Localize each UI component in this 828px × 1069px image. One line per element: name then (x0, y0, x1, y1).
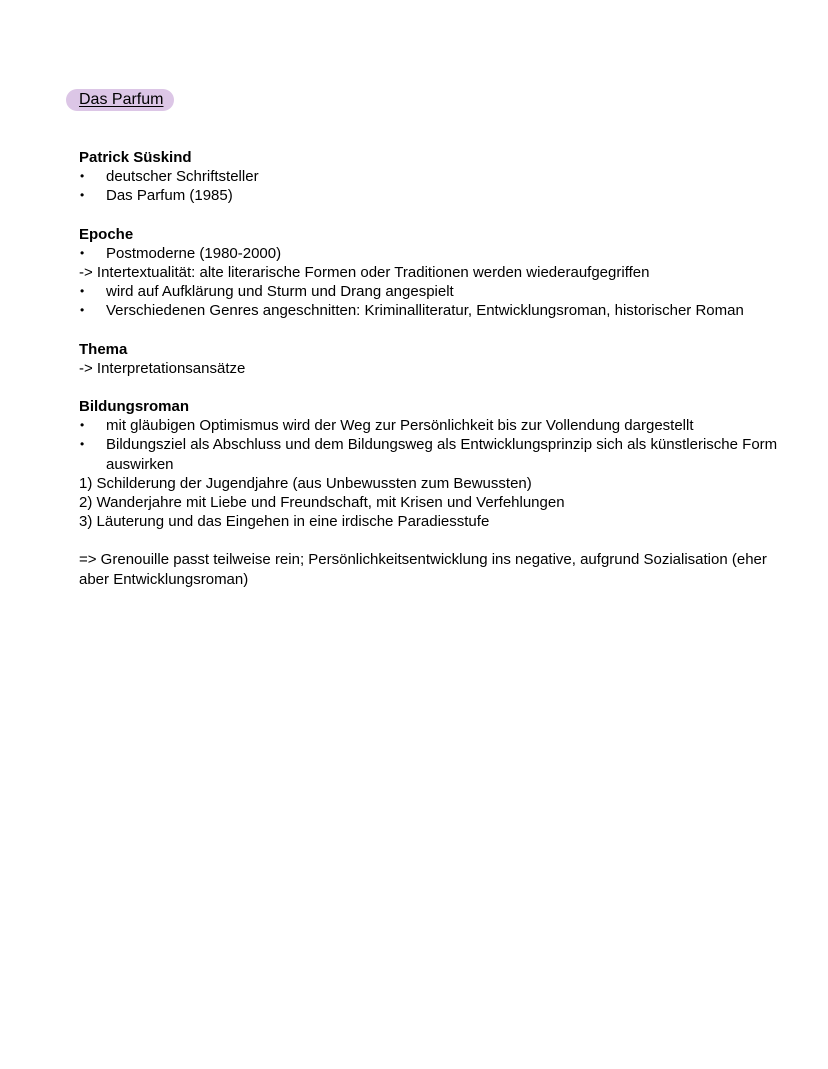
title-block (66, 89, 163, 111)
bildungsroman-step-2: 2) Wanderjahre mit Liebe und Freundschaft, mit Krisen und Verfehlungen (79, 493, 565, 511)
conclusion-text: => Grenouille passt teilweise rein; Persönlichkeitsentwicklung ins negative, aufgrund Sozialisation (eher aber Entwicklungsroman) (79, 551, 767, 588)
list-item: • wird auf Aufklärung und Sturm und Drang angespielt (79, 282, 779, 301)
section-conclusion (79, 550, 779, 588)
section-heading-author: Patrick Süskind (79, 149, 192, 166)
section-epoche (79, 225, 779, 321)
list-item: • Bildungsziel als Abschluss und dem Bildungsweg als Entwicklungsprinzip sich als künstlerische Form auswirken (79, 435, 779, 473)
thema-arrow-line: -> Interpretationsansätze (79, 359, 246, 377)
section-heading-thema: Thema (79, 340, 128, 358)
section-heading-epoche: Epoche (79, 225, 134, 243)
section-author (79, 148, 779, 206)
page-title: Das Parfum (79, 91, 164, 108)
bildungsroman-bullet-list (79, 416, 779, 474)
list-item: • mit gläubigen Optimismus wird der Weg zur Persönlichkeit bis zur Vollendung dargestellt (79, 416, 779, 435)
list-item: • Verschiedenen Genres angeschnitten: Kriminalliteratur, Entwicklungsroman, historischer Roman (79, 301, 779, 320)
section-bildungsroman (79, 397, 779, 531)
section-heading-bildungsroman: Bildungsroman (79, 397, 190, 415)
list-item: • Das Parfum (1985) (79, 186, 779, 205)
list-item: • deutscher Schriftsteller (79, 167, 779, 186)
bildungsroman-step-3: 3) Läuterung und das Eingehen in eine irdische Paradiesstufe (79, 513, 490, 531)
author-bullet-list (79, 167, 779, 205)
notes-content (79, 148, 779, 608)
bildungsroman-step-1: 1) Schilderung der Jugendjahre (aus Unbewussten zum Bewussten) (79, 474, 532, 492)
list-item: • Postmoderne (1980-2000) (79, 244, 779, 263)
section-thema (79, 340, 779, 378)
epoche-arrow-line: -> Intertextualität: alte literarische Formen oder Traditionen werden wiederaufgegriffen (79, 263, 650, 281)
epoche-bullet-list-1 (79, 244, 779, 263)
epoche-bullet-list-2 (79, 282, 779, 320)
